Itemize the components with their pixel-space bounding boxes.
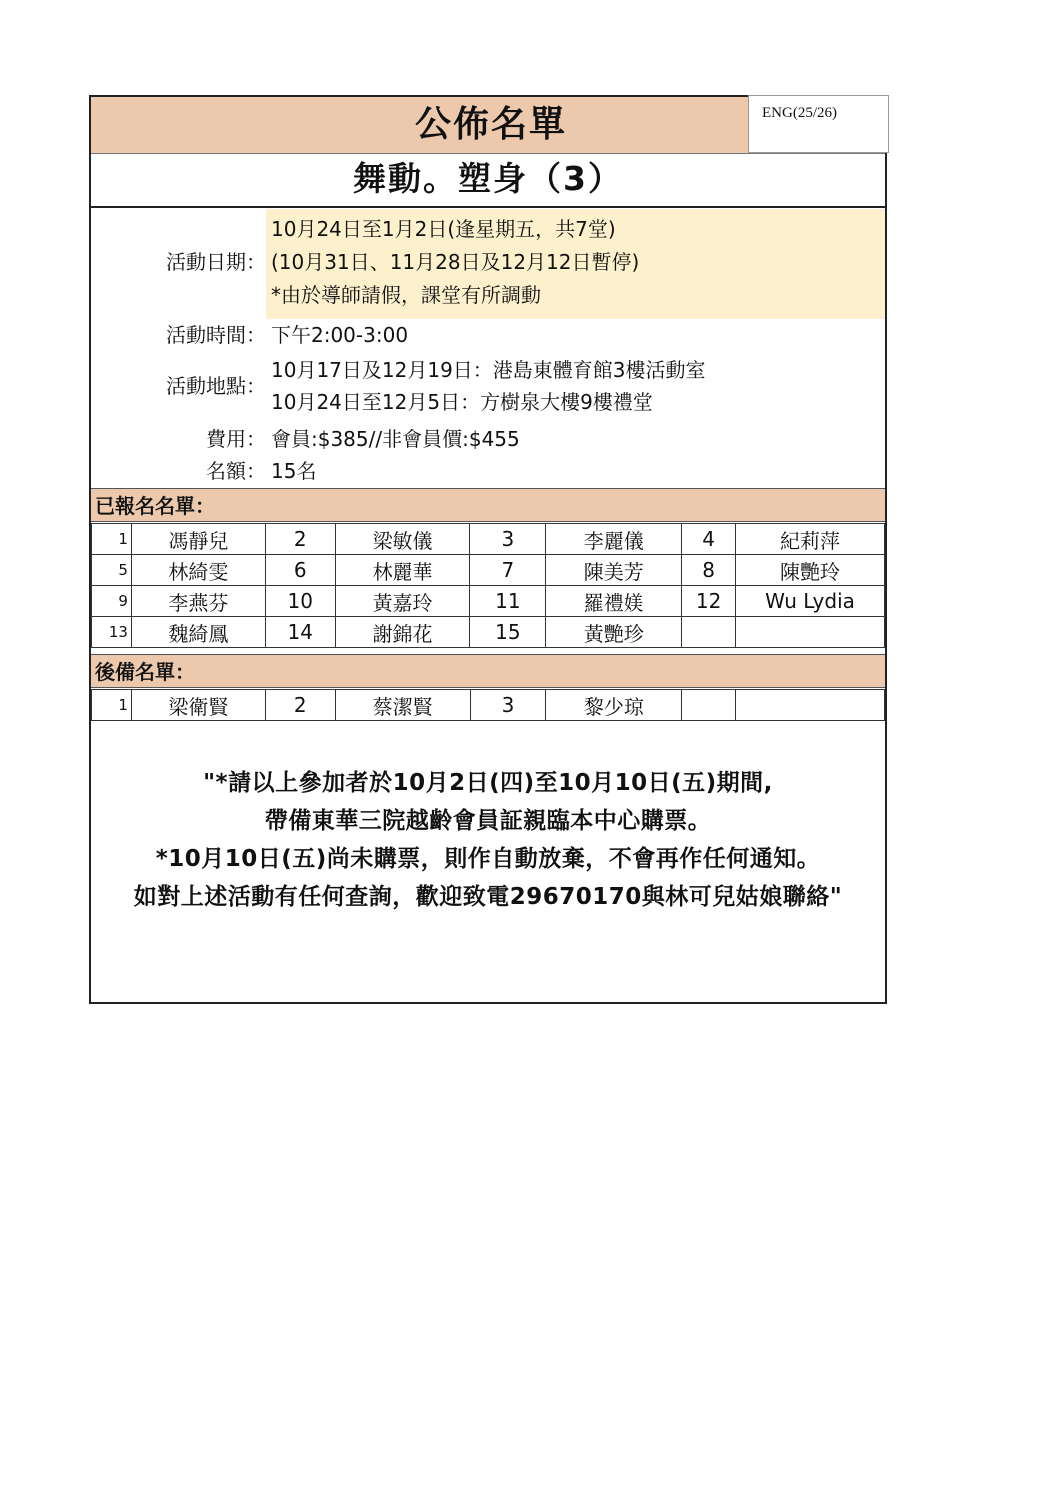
- entry-number: 6: [265, 555, 335, 586]
- participant-name: 魏綺鳳: [131, 617, 265, 648]
- notice-line-1: "*請以上參加者於10月2日(四)至10月10日(五)期間,: [203, 770, 773, 796]
- notice-line-4: 如對上述活動有任何查詢，歡迎致電29670170與林可兒姑娘聯絡": [133, 884, 843, 910]
- participant-name: [736, 690, 885, 721]
- venue-label: 活動地點：: [166, 374, 266, 398]
- date-line-1: 10月24日至1月2日(逢星期五，共7堂): [271, 217, 616, 241]
- entry-number: 11: [470, 586, 546, 617]
- date-label: 活動日期：: [166, 250, 266, 274]
- registered-table: [91, 523, 885, 648]
- table-row: [92, 617, 885, 648]
- participant-name: 林綺雯: [131, 555, 265, 586]
- registered-heading: 已報名名單：: [91, 488, 885, 522]
- venue-line-2: 10月24日至12月5日：方樹泉大樓9樓禮堂: [271, 390, 653, 414]
- quota-label: 名額：: [206, 459, 266, 483]
- activity-title: 舞動。塑身（3）: [91, 154, 885, 208]
- time-label: 活動時間：: [166, 323, 266, 347]
- table-row: [92, 555, 885, 586]
- fee-label: 費用：: [206, 427, 266, 451]
- participant-name: 黃嘉玲: [335, 586, 470, 617]
- fee-value: 會員:$385//非會員價:$455: [271, 427, 520, 451]
- entry-number: [682, 617, 736, 648]
- participant-name: 梁敏儀: [335, 524, 470, 555]
- waitlist-heading: 後備名單：: [91, 654, 885, 688]
- entry-number: 3: [470, 524, 546, 555]
- participant-name: 羅禮媄: [546, 586, 682, 617]
- page-title: 公佈名單: [414, 104, 567, 145]
- participant-name: 梁衛賢: [131, 690, 265, 721]
- purchase-notice: [91, 764, 885, 916]
- entry-number: 9: [92, 586, 132, 617]
- notice-line-3: *10月10日(五)尚未購票，則作自動放棄，不會再作任何通知。: [155, 846, 821, 872]
- participant-name: 李麗儀: [546, 524, 682, 555]
- participant-name: 林麗華: [335, 555, 470, 586]
- entry-number: 7: [470, 555, 546, 586]
- entry-number: 10: [265, 586, 335, 617]
- notice-line-2: 帶備東華三院越齡會員証親臨本中心購票。: [264, 808, 712, 834]
- entry-number: 12: [682, 586, 736, 617]
- entry-number: 8: [682, 555, 736, 586]
- participant-name: 紀莉萍: [736, 524, 885, 555]
- participant-name: 陳艷玲: [736, 555, 885, 586]
- participant-name: 蔡潔賢: [335, 690, 470, 721]
- table-row: [92, 690, 885, 721]
- quota-value: 15名: [271, 459, 317, 483]
- entry-number: 14: [265, 617, 335, 648]
- notice-sheet: [89, 95, 887, 1004]
- table-row: [92, 524, 885, 555]
- entry-number: 2: [265, 524, 335, 555]
- document-code: ENG(25/26): [748, 95, 889, 153]
- entry-number: 15: [470, 617, 546, 648]
- participant-name: [736, 617, 885, 648]
- waitlist-table: [91, 689, 885, 721]
- participant-name: 陳美芳: [546, 555, 682, 586]
- venue-line-1: 10月17日及12月19日：港島東體育館3樓活動室: [271, 358, 706, 382]
- participant-name: 黎少琼: [546, 690, 682, 721]
- time-value: 下午2:00-3:00: [271, 323, 409, 347]
- date-line-3: *由於導師請假，課堂有所調動: [271, 283, 541, 307]
- table-row: [92, 586, 885, 617]
- entry-number: [682, 690, 736, 721]
- entry-number: 2: [265, 690, 335, 721]
- participant-name: 謝錦花: [335, 617, 470, 648]
- entry-number: 3: [470, 690, 546, 721]
- entry-number: 1: [92, 690, 132, 721]
- entry-number: 1: [92, 524, 132, 555]
- entry-number: 5: [92, 555, 132, 586]
- date-line-2: (10月31日、11月28日及12月12日暫停): [271, 250, 640, 274]
- entry-number: 4: [682, 524, 736, 555]
- participant-name: 黃艷珍: [546, 617, 682, 648]
- entry-number: 13: [92, 617, 132, 648]
- participant-name: Wu Lydia: [736, 586, 885, 617]
- participant-name: 馮靜兒: [131, 524, 265, 555]
- participant-name: 李燕芬: [131, 586, 265, 617]
